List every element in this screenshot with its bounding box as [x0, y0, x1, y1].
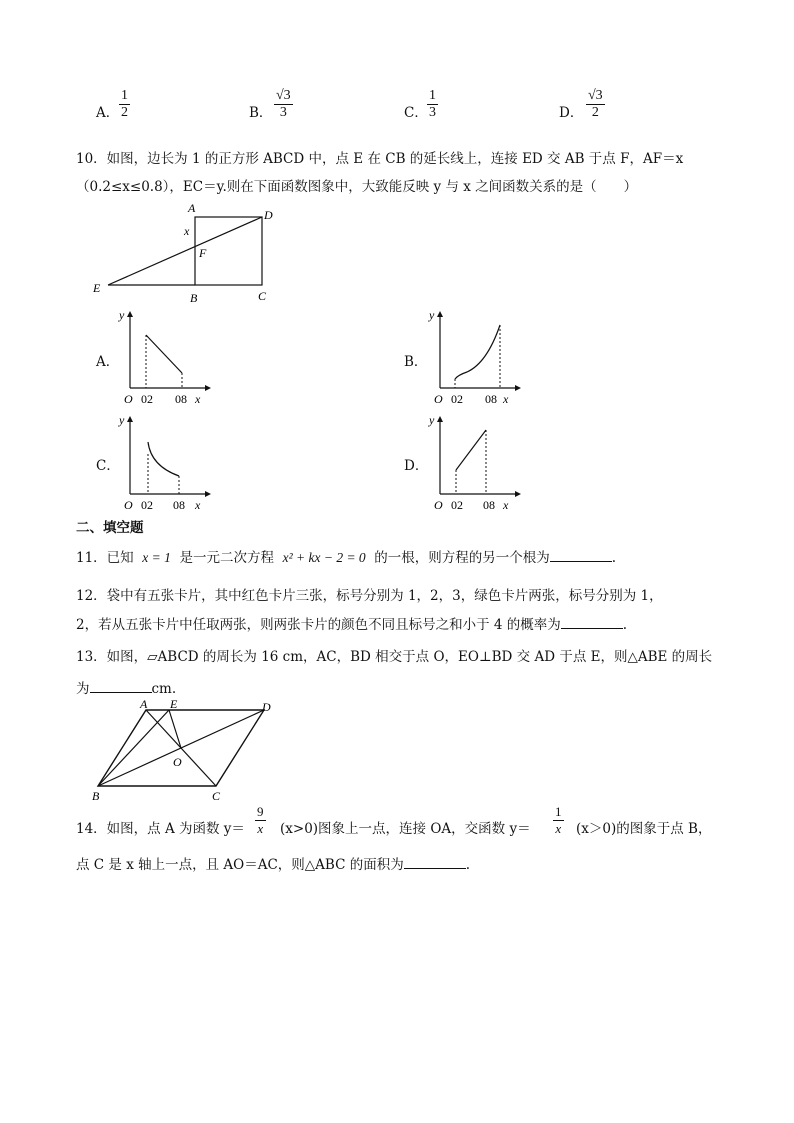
q14-end: . [465, 857, 471, 873]
label-c: C [258, 289, 267, 303]
q9-a-numerator: 1 [121, 88, 128, 103]
q11-prefix: 11．已知 [76, 550, 134, 566]
q10-option-c-graph [115, 410, 215, 515]
label-e: E [93, 281, 101, 295]
q13-answer-blank[interactable] [90, 680, 152, 693]
origin-label: O [124, 498, 133, 512]
q11-suffix: 的一根，则方程的另一个根为 [374, 550, 550, 566]
y-axis-arrow [127, 311, 133, 317]
axis-label-x: x [503, 392, 509, 406]
q10-option-c-label: C． [96, 458, 120, 474]
q9-c-denominator: 3 [429, 105, 436, 120]
origin-label: O [434, 392, 443, 406]
tick-label-02: 02 [141, 498, 153, 512]
q12-line2-text: 2，若从五张卡片中任取两张，则两张卡片的颜色不同且标号之和小于 4 的概率为 [76, 617, 561, 633]
q11-answer-blank[interactable] [550, 549, 612, 562]
q9-option-d-label: D． [559, 105, 584, 121]
q11-end: . [611, 550, 617, 566]
tick-label-08: 08 [173, 498, 185, 512]
axis-label-y: y [119, 413, 125, 427]
q14-f2-denominator: x [553, 820, 564, 837]
q14-text-part3: (x＞0)的图象于点 B， [576, 821, 712, 837]
q9-option-c-fraction [427, 88, 438, 121]
q9-b-numerator: √3 [276, 88, 291, 103]
q13-parallelogram-figure [88, 698, 288, 806]
graph-curve [148, 442, 179, 476]
label-e: E [170, 698, 178, 711]
graph-curve [455, 325, 500, 379]
q10-option-b-graph [425, 305, 525, 410]
q9-a-denominator: 2 [121, 105, 128, 120]
tick-label-02: 02 [451, 498, 463, 512]
label-a: A [140, 698, 148, 711]
graph-line [456, 430, 486, 470]
y-axis-arrow [127, 416, 133, 422]
x-axis-arrow [515, 491, 521, 497]
label-f: F [199, 246, 207, 260]
q9-option-d-fraction [586, 88, 605, 121]
q10-text-line2: （0.2≤x≤0.8），EC＝y.则在下面函数图象中，大致能反映 y 与 x 之间函数关系的是（ ） [76, 179, 638, 195]
q14-text-part1: 14．如图，点 A 为函数 y＝ [76, 821, 245, 837]
q9-c-numerator: 1 [429, 88, 436, 103]
q9-d-numerator: √3 [588, 88, 603, 103]
q14-fraction-9-over-x [255, 804, 266, 837]
q9-option-b-label: B． [249, 105, 273, 121]
q10-option-a-label: A． [96, 354, 120, 370]
q10-text-line1: 10．如图，边长为 1 的正方形 ABCD 中，点 E 在 CB 的延长线上，连接 ED 交 AB 于点 F，AF＝x [76, 151, 684, 167]
q14-f2-numerator: 1 [555, 804, 562, 819]
q11-condition: x = 1 [142, 550, 171, 565]
q13-line2 [76, 677, 176, 697]
label-a: A [188, 201, 196, 215]
label-c: C [212, 789, 221, 803]
q14-line2-text: 点 C 是 x 轴上一点，且 AO＝AC，则△ABC 的面积为 [76, 857, 404, 873]
q11-line [76, 546, 616, 566]
q14-f1-numerator: 9 [257, 804, 264, 819]
q9-b-denominator: 3 [274, 104, 293, 121]
origin-label: O [124, 392, 133, 406]
x-axis-arrow [515, 385, 521, 391]
label-o: O [173, 755, 182, 769]
q10-option-a-graph [115, 305, 215, 410]
q12-line1: 12．袋中有五张卡片，其中红色卡片三张，标号分别为 1，2，3，绿色卡片两张，标号分别为 1， [76, 588, 663, 604]
q14-text-part2: (x>0)图象上一点，连接 OA，交函数 y＝ [280, 821, 531, 837]
q12-answer-blank[interactable] [561, 616, 623, 629]
x-axis-arrow [205, 491, 211, 497]
q13-line2-prefix: 为 [76, 681, 90, 697]
graph-curve [146, 335, 182, 373]
q9-d-denominator: 2 [586, 104, 605, 121]
q13-line1: 13．如图，▱ABCD 的周长为 16 cm，AC，BD 相交于点 O，EO⊥BD 交 AD 于点 E，则△ABE 的周长 [76, 649, 713, 665]
axis-label-x: x [503, 498, 509, 512]
q9-option-a-label: A． [96, 105, 120, 121]
axis-label-x: x [195, 498, 201, 512]
section-heading-fill-in: 二、填空题 [76, 520, 144, 536]
q14-fraction-1-over-x [553, 804, 564, 837]
tick-label-08: 08 [175, 392, 187, 406]
label-x: x [184, 224, 190, 238]
x-axis-arrow [205, 385, 211, 391]
q11-mid: 是一元二次方程 [179, 550, 274, 566]
q12-line2 [76, 613, 627, 633]
q12-end: . [622, 617, 628, 633]
q10-option-b-label: B． [404, 354, 428, 370]
origin-label: O [434, 498, 443, 512]
q9-option-a-fraction [119, 88, 130, 121]
label-d: D [264, 208, 273, 222]
label-b: B [190, 291, 198, 305]
q9-option-c-label: C． [404, 105, 428, 121]
y-axis-arrow [437, 416, 443, 422]
label-b: B [92, 789, 100, 803]
q14-line2 [76, 853, 470, 873]
q10-option-d-graph [425, 410, 525, 515]
q13-line2-suffix: cm. [151, 681, 177, 697]
q10-option-d-label: D． [404, 458, 429, 474]
q14-answer-blank[interactable] [404, 856, 466, 869]
q9-option-b-fraction [274, 88, 293, 121]
axis-label-x: x [195, 392, 201, 406]
label-d: D [262, 700, 271, 714]
q11-equation: x² + kx − 2 = 0 [282, 550, 366, 565]
tick-label-08: 08 [483, 498, 495, 512]
y-axis-arrow [437, 311, 443, 317]
axis-label-y: y [429, 308, 435, 322]
axis-label-y: y [119, 308, 125, 322]
tick-label-08: 08 [485, 392, 497, 406]
axis-label-y: y [429, 413, 435, 427]
tick-label-02: 02 [141, 392, 153, 406]
q10-square-figure [88, 200, 288, 308]
tick-label-02: 02 [451, 392, 463, 406]
q14-f1-denominator: x [255, 820, 266, 837]
segment-be [98, 710, 169, 786]
